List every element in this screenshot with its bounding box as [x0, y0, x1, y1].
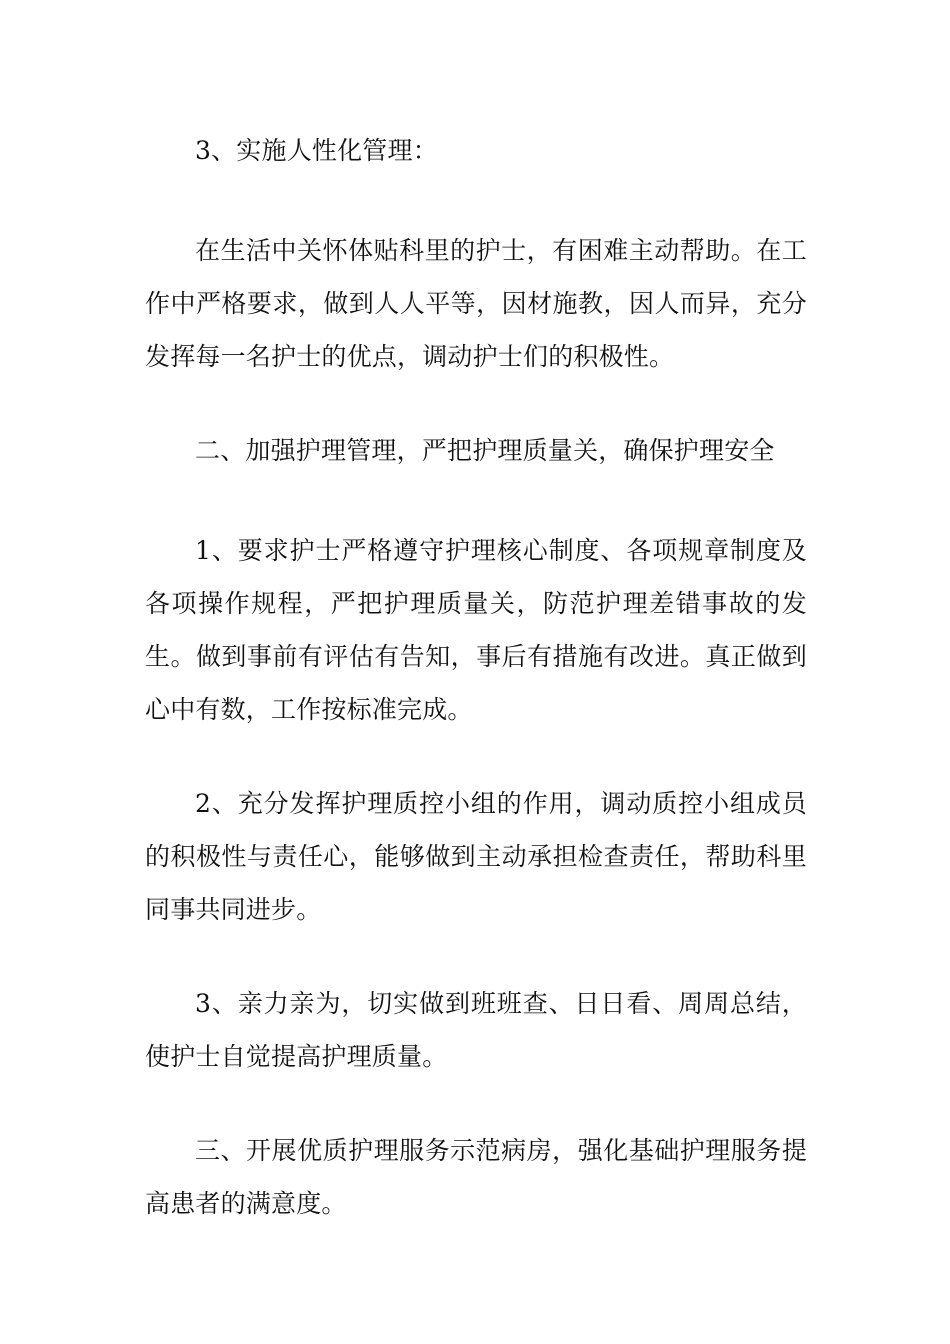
paragraph-quality-control-group: 2、充分发挥护理质控小组的作用，调动质控小组成员的积极性与责任心，能够做到主动承担检查责任，帮助科里同事共同进步。 — [145, 789, 807, 924]
paragraph-personal-supervision: 3、亲力亲为，切实做到班班查、日日看、周周总结，使护士自觉提高护理质量。 — [145, 989, 807, 1071]
paragraph-care-for-nurses: 在生活中关怀体贴科里的护士，有困难主动帮助。在工作中严格要求，做到人人平等，因材施教，因人而异，充分发挥每一名护士的优点，调动护士们的积极性。 — [145, 236, 807, 371]
section-heading-nursing-management: 二、加强护理管理，严把护理质量关，确保护理安全 — [195, 436, 775, 465]
subheading-humanized-management: 3、实施人性化管理： — [195, 136, 438, 165]
section-heading-quality-service: 三、开展优质护理服务示范病房，强化基础护理服务提高患者的满意度。 — [145, 1136, 807, 1218]
paragraph-core-regulations: 1、要求护士严格遵守护理核心制度、各项规章制度及各项操作规程，严把护理质量关，防范护理差错事故的发生。做到事前有评估有告知，事后有措施有改进。真正做到心中有数，工作按标准完成。 — [145, 536, 807, 724]
